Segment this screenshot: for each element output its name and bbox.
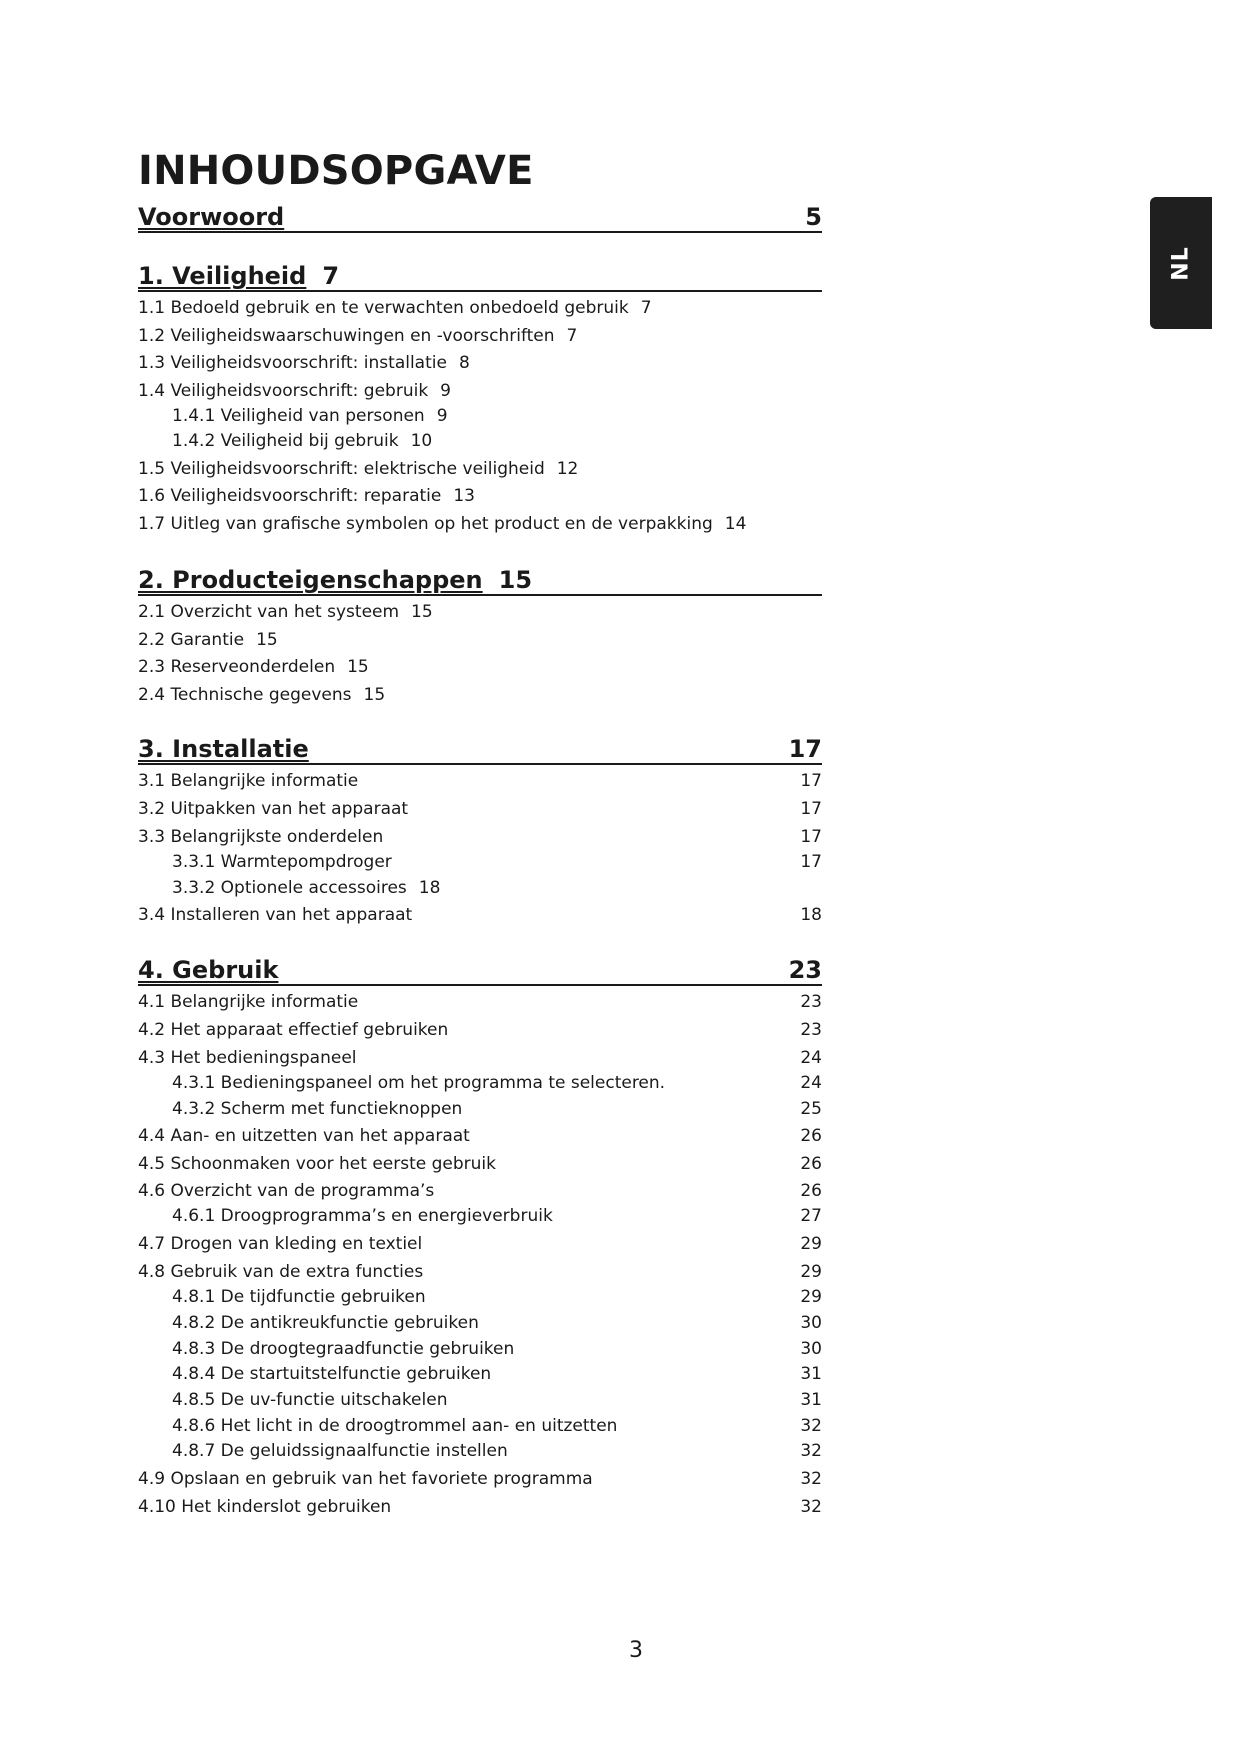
entry-page: 8 <box>458 353 470 373</box>
entry-label: 4.6.1 Droogprogramma’s en energieverbruik <box>172 1206 553 1226</box>
toc-entry[interactable] <box>138 296 822 320</box>
entry-page: 7 <box>566 326 578 346</box>
toc-entry[interactable] <box>138 1495 822 1519</box>
toc-subentry[interactable] <box>172 1285 822 1309</box>
toc-entry[interactable] <box>138 484 822 508</box>
entry-page: 30 <box>800 1339 822 1359</box>
entry-page: 31 <box>800 1364 822 1384</box>
toc-subentry[interactable] <box>172 1097 822 1121</box>
entry-label: 4.3.1 Bedieningspaneel om het programma te selecteren. <box>172 1073 666 1093</box>
entry-page: 7 <box>640 298 652 318</box>
toc-section-voorwoord[interactable] <box>138 203 822 233</box>
entry-page: 25 <box>800 1099 822 1119</box>
entry-label: 4.8.2 De antikreukfunctie gebruiken <box>172 1313 479 1333</box>
section-page: 15 <box>498 566 533 594</box>
language-tab <box>1150 197 1212 329</box>
toc-subentry[interactable] <box>172 1337 822 1361</box>
section-title: Voorwoord <box>138 203 285 231</box>
entry-page: 29 <box>800 1287 822 1307</box>
entry-label: 1.1 Bedoeld gebruik en te verwachten onbedoeld gebruik <box>138 298 629 318</box>
section-page: 23 <box>788 956 822 984</box>
toc-entry[interactable] <box>138 1152 822 1176</box>
toc-entry[interactable] <box>138 1018 822 1042</box>
entry-page: 27 <box>800 1206 822 1226</box>
entry-label: 1.4.2 Veiligheid bij gebruik <box>172 431 399 451</box>
entry-label: 3.3 Belangrijkste onderdelen <box>138 827 384 847</box>
toc-entry[interactable] <box>138 797 822 821</box>
page-number: 3 <box>629 1638 643 1663</box>
entry-page: 26 <box>800 1126 822 1146</box>
entry-label: 1.2 Veiligheidswaarschuwingen en -voorschriften <box>138 326 555 346</box>
toc-subentry[interactable] <box>172 850 822 874</box>
toc-entry[interactable] <box>138 990 822 1014</box>
entry-label: 4.8.6 Het licht in de droogtrommel aan- en uitzetten <box>172 1416 618 1436</box>
entry-page: 9 <box>440 381 451 401</box>
entry-label: 4.4 Aan- en uitzetten van het apparaat <box>138 1126 470 1146</box>
toc-section-4[interactable] <box>138 956 822 986</box>
page-title: INHOUDSOPGAVE <box>138 148 534 194</box>
entry-page: 18 <box>800 905 822 925</box>
entry-label: 1.6 Veiligheidsvoorschrift: reparatie <box>138 486 442 506</box>
entry-label: 2.4 Technische gegevens <box>138 685 352 705</box>
entry-page: 23 <box>800 1020 822 1040</box>
toc-entry[interactable] <box>138 379 822 403</box>
toc-entry[interactable] <box>138 457 822 481</box>
language-tab-label: NL <box>1168 245 1194 281</box>
entry-page: 14 <box>724 514 747 534</box>
entry-label: 4.8.5 De uv-functie uitschakelen <box>172 1390 448 1410</box>
toc-entry[interactable] <box>138 628 822 652</box>
entry-page: 13 <box>453 486 475 506</box>
entry-label: 4.8.3 De droogtegraadfunctie gebruiken <box>172 1339 515 1359</box>
entry-page: 15 <box>363 685 386 705</box>
entry-page: 23 <box>800 992 822 1012</box>
toc-entry[interactable] <box>138 769 822 793</box>
toc-entry[interactable] <box>138 1124 822 1148</box>
toc-entry[interactable] <box>138 1046 822 1070</box>
entry-page: 10 <box>410 431 433 451</box>
toc-entry[interactable] <box>138 903 822 927</box>
entry-label: 2.2 Garantie <box>138 630 245 650</box>
entry-page: 9 <box>436 406 448 426</box>
toc-subentry[interactable] <box>172 404 822 428</box>
entry-label: 4.6 Overzicht van de programma’s <box>138 1181 435 1201</box>
section-page: 17 <box>788 735 822 763</box>
toc-entry[interactable] <box>138 600 822 624</box>
entry-page: 18 <box>418 878 441 898</box>
entry-page: 17 <box>800 799 822 819</box>
entry-label: 4.8.7 De geluidssignaalfunctie instellen <box>172 1441 508 1461</box>
toc-section-1[interactable] <box>138 262 822 292</box>
entry-label: 4.7 Drogen van kleding en textiel <box>138 1234 423 1254</box>
section-page: 7 <box>322 262 340 290</box>
toc-section-2[interactable] <box>138 566 822 596</box>
toc-entry[interactable] <box>138 324 822 348</box>
toc-subentry[interactable] <box>172 876 822 900</box>
entry-label: 2.1 Overzicht van het systeem <box>138 602 400 622</box>
entry-page: 32 <box>800 1469 822 1489</box>
section-title: 3. Installatie <box>138 735 309 763</box>
entry-page: 29 <box>800 1262 822 1282</box>
toc-subentry[interactable] <box>172 1388 822 1412</box>
entry-page: 26 <box>800 1154 822 1174</box>
entry-page: 15 <box>256 630 278 650</box>
entry-page: 12 <box>556 459 579 479</box>
entry-label: 3.4 Installeren van het apparaat <box>138 905 413 925</box>
toc-entry[interactable] <box>138 1179 822 1203</box>
entry-page: 32 <box>800 1497 822 1517</box>
entry-label: 4.1 Belangrijke informatie <box>138 992 359 1012</box>
entry-label: 4.8.4 De startuitstelfunctie gebruiken <box>172 1364 492 1384</box>
entry-label: 4.5 Schoonmaken voor het eerste gebruik <box>138 1154 497 1174</box>
entry-label: 4.2 Het apparaat effectief gebruiken <box>138 1020 449 1040</box>
entry-label: 1.7 Uitleg van grafische symbolen op het product en de verpakking <box>138 514 713 534</box>
entry-label: 4.10 Het kinderslot gebruiken <box>138 1497 392 1517</box>
entry-page: 15 <box>411 602 433 622</box>
toc-subentry[interactable] <box>172 1204 822 1228</box>
toc-subentry[interactable] <box>172 1071 822 1095</box>
entry-label: 1.5 Veiligheidsvoorschrift: elektrische veiligheid <box>138 459 545 479</box>
entry-label: 4.8 Gebruik van de extra functies <box>138 1262 424 1282</box>
entry-page: 24 <box>800 1073 822 1093</box>
section-title: 2. Producteigenschappen <box>138 566 483 594</box>
toc-entry[interactable] <box>138 1232 822 1256</box>
entry-label: 4.9 Opslaan en gebruik van het favoriete programma <box>138 1469 593 1489</box>
toc-subentry[interactable] <box>172 429 822 453</box>
entry-label: 1.4.1 Veiligheid van personen <box>172 406 425 426</box>
section-page: 5 <box>805 203 822 231</box>
entry-page: 17 <box>800 771 822 791</box>
entry-page: 26 <box>800 1181 822 1201</box>
toc-entry[interactable] <box>138 683 822 707</box>
entry-page: 32 <box>800 1441 822 1461</box>
toc-entry[interactable] <box>138 1260 822 1284</box>
entry-label: 3.3.1 Warmtepompdroger <box>172 852 392 872</box>
entry-label: 3.1 Belangrijke informatie <box>138 771 359 791</box>
entry-label: 4.8.1 De tijdfunctie gebruiken <box>172 1287 426 1307</box>
entry-label: 3.2 Uitpakken van het apparaat <box>138 799 409 819</box>
toc-entry[interactable] <box>138 512 822 536</box>
entry-label: 3.3.2 Optionele accessoires <box>172 878 407 898</box>
entry-page: 30 <box>800 1313 822 1333</box>
entry-page: 24 <box>800 1048 822 1068</box>
entry-label: 1.3 Veiligheidsvoorschrift: installatie <box>138 353 447 373</box>
entry-page: 15 <box>347 657 369 677</box>
entry-page: 29 <box>800 1234 822 1254</box>
entry-label: 1.4 Veiligheidsvoorschrift: gebruik <box>138 381 429 401</box>
toc-section-3[interactable] <box>138 735 822 765</box>
toc-subentry[interactable] <box>172 1439 822 1463</box>
section-title: 1. Veiligheid <box>138 262 307 290</box>
entry-page: 32 <box>800 1416 822 1436</box>
toc-entry[interactable] <box>138 655 822 679</box>
entry-label: 4.3 Het bedieningspaneel <box>138 1048 357 1068</box>
toc-subentry[interactable] <box>172 1414 822 1438</box>
toc-entry[interactable] <box>138 825 822 849</box>
entry-page: 31 <box>800 1390 822 1410</box>
toc-entry[interactable] <box>138 1467 822 1491</box>
entry-label: 2.3 Reserveonderdelen <box>138 657 336 677</box>
entry-label: 4.3.2 Scherm met functieknoppen <box>172 1099 463 1119</box>
toc-entry[interactable] <box>138 351 822 375</box>
entry-page: 17 <box>800 827 822 847</box>
toc-subentry[interactable] <box>172 1362 822 1386</box>
toc-subentry[interactable] <box>172 1311 822 1335</box>
section-title: 4. Gebruik <box>138 956 279 984</box>
entry-page: 17 <box>800 852 822 872</box>
